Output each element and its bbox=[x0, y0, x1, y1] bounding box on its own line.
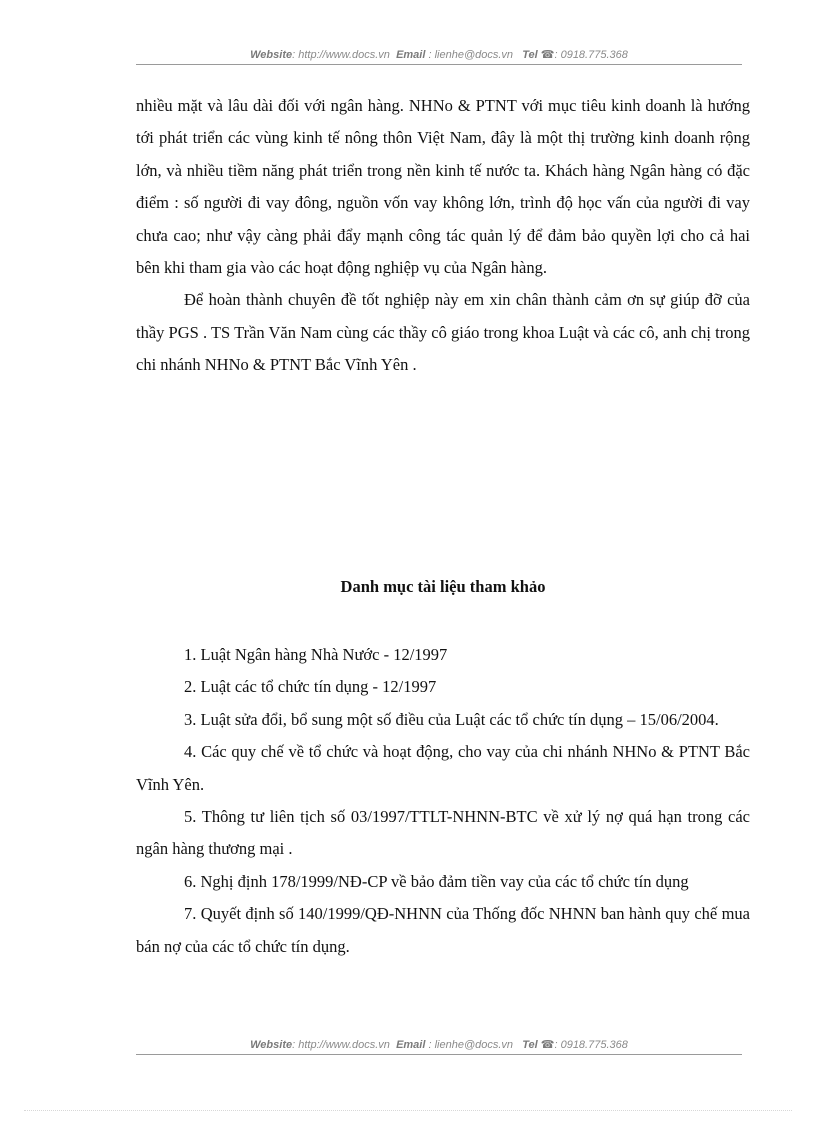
footer-email-value: : lienhe@docs.vn bbox=[428, 1039, 514, 1051]
acknowledgement-paragraph: Để hoàn thành chuyên đề tốt nghiệp này em xin chân thành cảm ơn sự giúp đỡ của thầy PGS . TS Trần Văn Nam cùng các thầy cô giáo trong khoa Luật và các cô, anh chị trong chi nhánh NHNo & PTNT Bắc Vĩnh Yên . bbox=[136, 290, 750, 375]
header-email-value: : lienhe@docs.vn bbox=[428, 49, 514, 61]
reference-item: 4. Các quy chế về tổ chức và hoạt động, cho vay của chi nhánh NHNo & PTNT Bắc Vĩnh Yên. bbox=[136, 742, 750, 794]
intro-section bbox=[136, 90, 750, 382]
page-header bbox=[136, 48, 742, 65]
page-footer bbox=[136, 1038, 742, 1055]
reference-item: 3. Luật sửa đổi, bổ sung một số điều của Luật các tổ chức tín dụng – 15/06/2004. bbox=[184, 709, 719, 729]
telephone-icon: ☎ bbox=[540, 49, 555, 61]
reference-item: 6. Nghị định 178/1999/NĐ-CP về bảo đảm tiền vay của các tổ chức tín dụng bbox=[184, 871, 689, 891]
reference-item: 7. Quyết định số 140/1999/QĐ-NHNN của Thống đốc NHNN ban hành quy chế mua bán nợ của các tổ chức tín dụng. bbox=[136, 904, 750, 956]
reference-item: 2. Luật các tổ chức tín dụng - 12/1997 bbox=[184, 677, 437, 697]
header-website-label: Website bbox=[250, 49, 293, 61]
header-tel-label: Tel bbox=[522, 49, 538, 61]
reference-item: 5. Thông tư liên tịch số 03/1997/TTLT-NHNN-BTC về xử lý nợ quá hạn trong các ngân hàng thương mại . bbox=[136, 807, 750, 859]
page-edge-divider bbox=[24, 1110, 792, 1111]
footer-tel-label: Tel bbox=[522, 1039, 538, 1051]
footer-tel-value: : 0918.775.368 bbox=[554, 1039, 628, 1051]
reference-item: 1. Luật Ngân hàng Nhà Nước - 12/1997 bbox=[184, 645, 448, 664]
intro-paragraph: nhiều mặt và lâu dài đối với ngân hàng. NHNo & PTNT với mục tiêu kinh doanh là hướng tới phát triển các vùng kinh tế nông thôn Việt Nam, đây là một thị trường kinh doanh rộng lớn, và nhiều tiềm năng phát triển trong nền kinh tế nước ta. Khách hàng Ngân hàng có đặc điểm : số người đi vay đông, nguồn vốn vay không lớn, trình độ học vấn của người đi vay chưa cao; như vậy càng phải đẩy mạnh công tác quản lý để đảm bảo quyền lợi cho cả hai bên khi tham gia vào các hoạt động nghiệp vụ của Ngân hàng. bbox=[136, 96, 750, 278]
header-website-value: : http://www.docs.vn bbox=[292, 49, 390, 61]
telephone-icon: ☎ bbox=[540, 1039, 555, 1051]
references-title: Danh mục tài liệu tham khảo bbox=[340, 577, 546, 596]
footer-website-label: Website bbox=[250, 1039, 293, 1051]
footer-email-label: Email bbox=[396, 1039, 426, 1051]
footer-website-value: : http://www.docs.vn bbox=[292, 1039, 390, 1051]
header-email-label: Email bbox=[396, 49, 426, 61]
references-list bbox=[136, 639, 750, 963]
header-tel-value: : 0918.775.368 bbox=[554, 49, 628, 61]
